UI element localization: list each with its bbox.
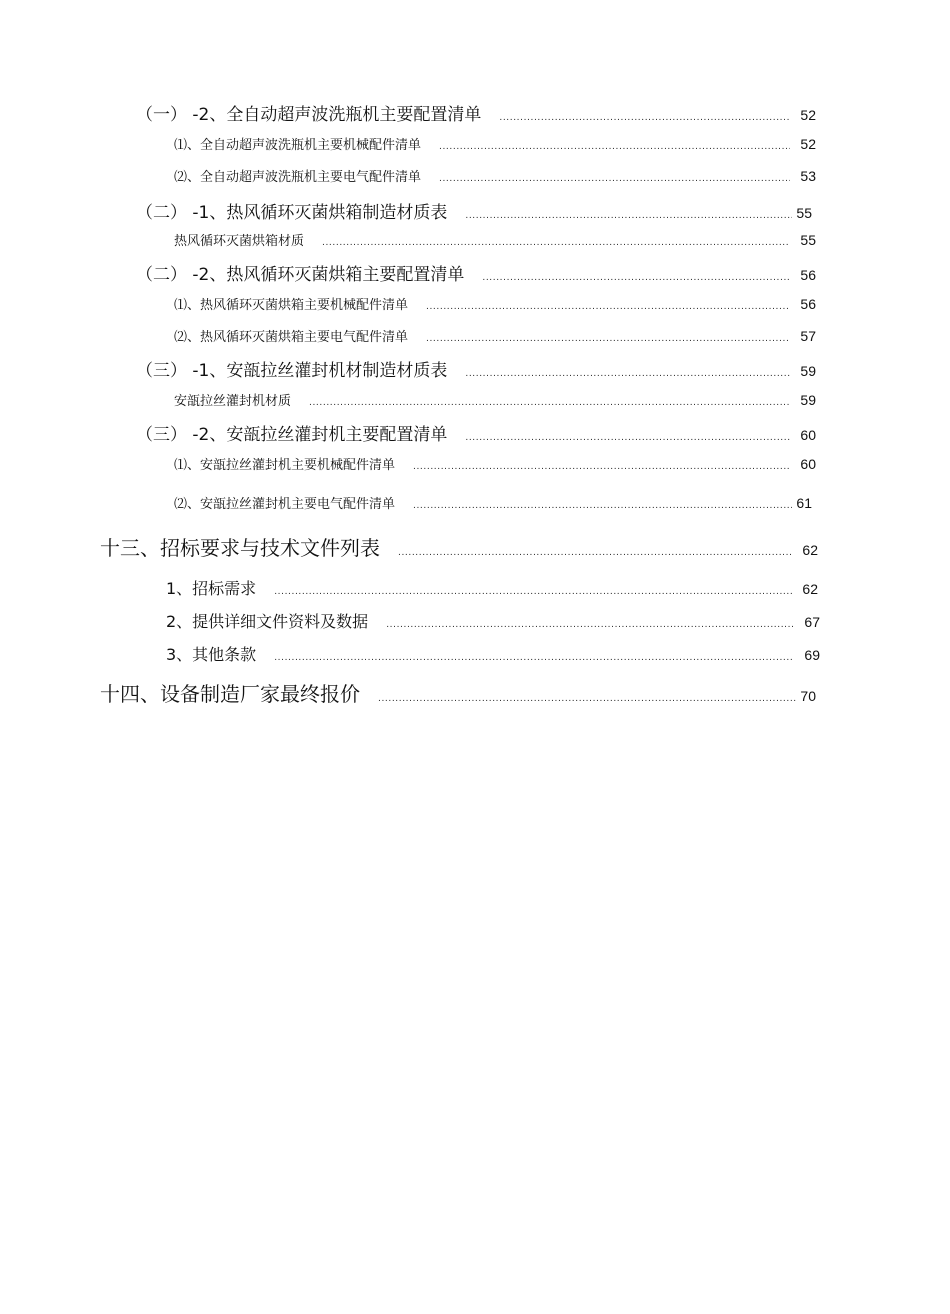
toc-leader [439, 174, 790, 184]
toc-entry-page: 52 [800, 107, 816, 123]
toc-entry-page: 55 [800, 232, 816, 248]
toc-entry-page: 53 [800, 168, 816, 184]
toc-leader [413, 501, 792, 511]
toc-entry-label: （三） -2、安瓿拉丝灌封机主要配置清单 [136, 425, 448, 445]
toc-leader [322, 238, 790, 248]
toc-entry[interactable] [136, 356, 816, 381]
toc-leader [398, 548, 792, 558]
toc-leader [465, 369, 790, 379]
toc-entry-label: （一） -2、全自动超声波洗瓶机主要配置清单 [136, 105, 482, 125]
toc-entry[interactable] [174, 134, 816, 153]
toc-leader [309, 398, 790, 408]
toc-entry-page: 56 [800, 267, 816, 283]
toc-entry-page: 62 [802, 581, 818, 597]
toc-entry[interactable] [136, 260, 816, 285]
toc-entry-page: 59 [800, 363, 816, 379]
toc-leader [274, 587, 792, 597]
toc-leader [386, 620, 794, 630]
toc-entry-page: 60 [800, 456, 816, 472]
toc-entry-page: 61 [796, 495, 812, 511]
toc-entry-label: 安瓿拉丝灌封机材质 [174, 394, 292, 409]
toc-entry-label: （二） -2、热风循环灭菌烘箱主要配置清单 [136, 265, 465, 285]
toc-entry[interactable] [136, 198, 812, 223]
toc-entry-page: 62 [802, 542, 818, 558]
toc-entry-page: 56 [800, 296, 816, 312]
toc-entry-label: ⑴、热风循环灭菌烘箱主要机械配件清单 [174, 298, 409, 313]
toc-entry-label: ⑵、热风循环灭菌烘箱主要电气配件清单 [174, 330, 409, 345]
toc-entry-label: ⑴、全自动超声波洗瓶机主要机械配件清单 [174, 138, 422, 153]
toc-leader [426, 334, 790, 344]
toc-leader [465, 211, 792, 221]
toc-leader [413, 462, 790, 472]
toc-leader [499, 113, 790, 123]
toc-entry[interactable] [174, 390, 816, 409]
toc-entry-label: 十三、招标要求与技术文件列表 [100, 536, 380, 560]
toc-entry[interactable] [174, 326, 816, 345]
toc-entry-label: （三） -1、安瓿拉丝灌封机材制造材质表 [136, 361, 448, 381]
toc-entry[interactable] [174, 166, 816, 185]
toc-leader [274, 653, 794, 663]
toc-entry-page: 70 [800, 688, 816, 704]
toc-entry-page: 67 [804, 614, 820, 630]
toc-entry[interactable] [136, 100, 816, 125]
toc-entry[interactable] [174, 294, 816, 313]
toc-entry-label: ⑵、安瓿拉丝灌封机主要电气配件清单 [174, 497, 396, 512]
toc-entry-page: 69 [804, 647, 820, 663]
toc-entry-label: 1、招标需求 [166, 579, 257, 598]
toc-entry[interactable] [166, 576, 818, 599]
toc-entry[interactable] [100, 532, 818, 561]
toc-entry[interactable] [136, 420, 816, 445]
toc-entry[interactable] [174, 230, 816, 249]
toc-entry[interactable] [166, 642, 820, 665]
toc-entry-label: 热风循环灭菌烘箱材质 [174, 234, 305, 249]
toc-leader [378, 694, 796, 704]
toc-entry[interactable] [174, 454, 816, 473]
toc-entry[interactable] [166, 609, 820, 632]
toc-leader [465, 433, 790, 443]
toc-entry-label: 3、其他条款 [166, 645, 257, 664]
toc-entry-page: 60 [800, 427, 816, 443]
toc-entry-label: 2、提供详细文件资料及数据 [166, 612, 369, 631]
toc-entry-page: 55 [796, 205, 812, 221]
toc-entry-label: ⑵、全自动超声波洗瓶机主要电气配件清单 [174, 170, 422, 185]
toc-leader [426, 302, 790, 312]
toc-entry-label: ⑴、安瓿拉丝灌封机主要机械配件清单 [174, 458, 396, 473]
toc-leader [439, 142, 790, 152]
toc-entry-page: 57 [800, 328, 816, 344]
toc-entry-page: 59 [800, 392, 816, 408]
toc-entry-label: 十四、设备制造厂家最终报价 [100, 682, 360, 706]
toc-entry[interactable] [174, 493, 812, 512]
toc-leader [482, 273, 790, 283]
toc-entry-page: 52 [800, 136, 816, 152]
toc-entry[interactable] [100, 678, 816, 707]
toc-entry-label: （二） -1、热风循环灭菌烘箱制造材质表 [136, 203, 448, 223]
